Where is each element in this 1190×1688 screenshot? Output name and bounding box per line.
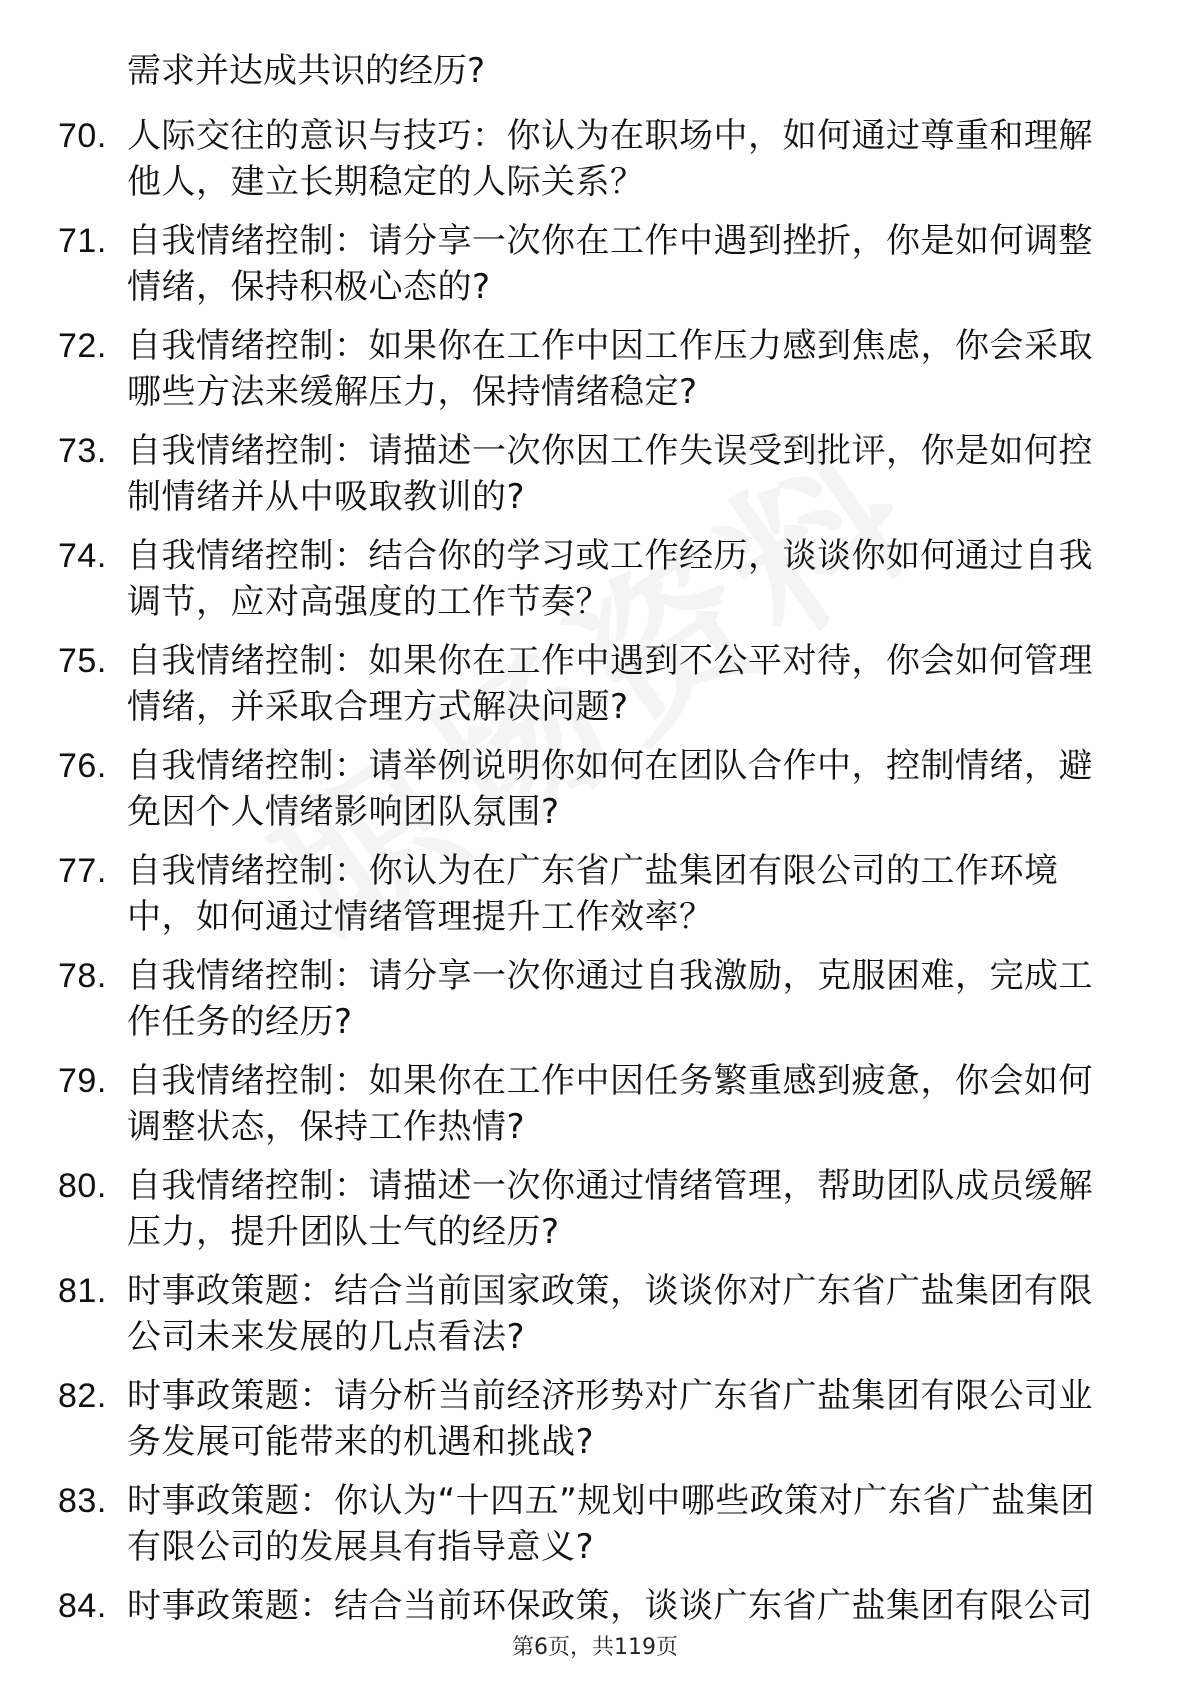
question-line: 有限公司的发展具有指导意义?: [127, 1527, 595, 1567]
question-item: [0, 113, 1190, 218]
question-text: [127, 743, 1117, 835]
question-text: [127, 1373, 1117, 1465]
question-line: 时事政策题：请分析当前经济形势对广东省广盐集团有限公司业: [127, 1376, 1093, 1416]
question-number: 75.: [58, 642, 107, 680]
question-line: 时事政策题：你认为“十四五”规划中哪些政策对广东省广盐集团: [127, 1481, 1095, 1521]
question-line: 自我情绪控制：你认为在广东省广盐集团有限公司的工作环境: [127, 851, 1059, 891]
question-line: 压力，提升团队士气的经历?: [127, 1212, 560, 1252]
question-item: [0, 1058, 1190, 1163]
question-line: 务发展可能带来的机遇和挑战?: [127, 1422, 595, 1462]
question-item: [0, 953, 1190, 1058]
question-item: [0, 743, 1190, 848]
question-text: [127, 533, 1117, 625]
question-number: 76.: [58, 747, 107, 785]
question-item: [0, 533, 1190, 638]
question-text: [127, 1163, 1117, 1255]
question-number: 78.: [58, 957, 107, 995]
question-line: 自我情绪控制：结合你的学习或工作经历，谈谈你如何通过自我: [127, 536, 1093, 576]
question-text: [127, 218, 1117, 310]
question-line: 哪些方法来缓解压力，保持情绪稳定?: [127, 372, 698, 412]
question-text: [127, 1583, 1117, 1629]
question-list: [0, 113, 1190, 1688]
question-line: 自我情绪控制：请举例说明你如何在团队合作中，控制情绪，避: [127, 746, 1093, 786]
question-line: 自我情绪控制：如果你在工作中遇到不公平对待，你会如何管理: [127, 641, 1093, 681]
question-item: [0, 1373, 1190, 1478]
question-item: [0, 638, 1190, 743]
question-line: 情绪，并采取合理方式解决问题?: [127, 687, 629, 727]
question-number: 71.: [58, 222, 107, 260]
question-number: 77.: [58, 852, 107, 890]
question-text: [127, 113, 1117, 205]
question-line: 中，如何通过情绪管理提升工作效率？: [127, 897, 714, 937]
question-number: 80.: [58, 1167, 107, 1205]
question-number: 73.: [58, 432, 107, 470]
question-number: 79.: [58, 1062, 107, 1100]
question-line: 时事政策题：结合当前国家政策，谈谈你对广东省广盐集团有限: [127, 1271, 1093, 1311]
question-item: [0, 323, 1190, 428]
question-item: [0, 848, 1190, 953]
question-line: 自我情绪控制：请分享一次你通过自我激励，克服困难，完成工: [127, 956, 1093, 996]
question-line: 时事政策题：结合当前环保政策，谈谈广东省广盐集团有限公司: [127, 1586, 1093, 1626]
question-number: 81.: [58, 1272, 107, 1310]
question-text: [127, 1058, 1117, 1150]
question-line: 人际交往的意识与技巧：你认为在职场中，如何通过尊重和理解: [127, 116, 1093, 156]
question-line: 自我情绪控制：请分享一次你在工作中遇到挫折，你是如何调整: [127, 221, 1093, 261]
question-number: 83.: [58, 1482, 107, 1520]
question-line: 自我情绪控制：如果你在工作中因工作压力感到焦虑，你会采取: [127, 326, 1093, 366]
question-line: 自我情绪控制：请描述一次你因工作失误受到批评，你是如何控: [127, 431, 1093, 471]
question-line: 自我情绪控制：请描述一次你通过情绪管理，帮助团队成员缓解: [127, 1166, 1093, 1206]
question-item: [0, 218, 1190, 323]
question-text: [127, 1478, 1117, 1570]
question-line: 作任务的经历?: [127, 1002, 353, 1042]
page-footer: 第6页，共119页: [512, 1635, 678, 1660]
question-line: 制情绪并从中吸取教训的?: [127, 477, 526, 517]
question-line: 自我情绪控制：如果你在工作中因任务繁重感到疲惫，你会如何: [127, 1061, 1093, 1101]
question-item: [0, 1163, 1190, 1268]
question-line: 调节，应对高强度的工作节奏？: [127, 582, 610, 622]
question-text: [127, 953, 1117, 1045]
question-line: 调整状态，保持工作热情?: [127, 1107, 526, 1147]
question-number: 84.: [58, 1587, 107, 1625]
question-text: [127, 323, 1117, 415]
question-item: [0, 1268, 1190, 1373]
question-item: [0, 1478, 1190, 1583]
question-number: 82.: [58, 1377, 107, 1415]
question-line: 情绪，保持积极心态的?: [127, 267, 491, 307]
question-line: 公司未来发展的几点看法?: [127, 1317, 526, 1357]
question-number: 70.: [58, 117, 107, 155]
question-number: 74.: [58, 537, 107, 575]
question-line: 免因个人情绪影响团队氛围?: [127, 792, 560, 832]
question-text: [127, 1268, 1117, 1360]
question-item: [0, 428, 1190, 533]
question-number: 72.: [58, 327, 107, 365]
continued-question-text: 需求并达成共识的经历?: [127, 51, 486, 91]
question-text: [127, 848, 1117, 940]
question-line: 他人，建立长期稳定的人际关系？: [127, 162, 645, 202]
question-text: [127, 428, 1117, 520]
question-text: [127, 638, 1117, 730]
